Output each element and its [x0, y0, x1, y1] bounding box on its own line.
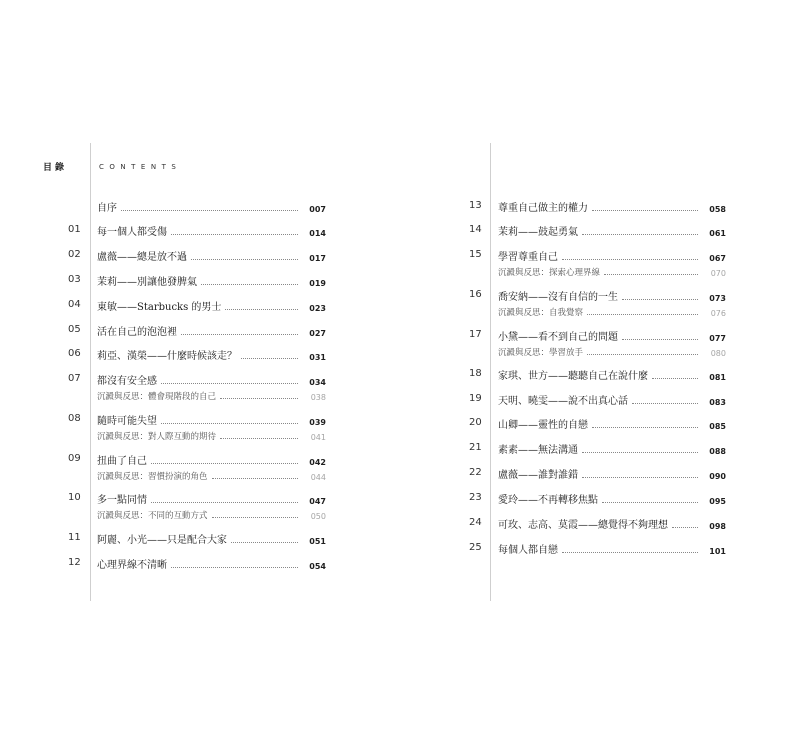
- entry-title: 盧薇——誰對誰錯: [498, 470, 578, 481]
- leader-dots: [652, 378, 698, 379]
- toc-entry[interactable]: [498, 391, 726, 407]
- toc-entry[interactable]: [97, 247, 326, 263]
- leader-dots: [220, 438, 298, 439]
- leader-dots: [171, 567, 298, 568]
- page-number: 017: [309, 254, 326, 263]
- page-number: 085: [709, 422, 726, 431]
- page-number: 081: [709, 373, 726, 382]
- page-number: 027: [309, 329, 326, 338]
- leader-dots: [161, 383, 298, 384]
- toc-entry[interactable]: [97, 297, 326, 313]
- chapter-number: 11: [68, 532, 81, 543]
- page-number: 039: [309, 418, 326, 427]
- toc-sub-entry[interactable]: [97, 466, 326, 482]
- sub-entry-title: 沉澱與反思：不同的互動方式: [97, 511, 208, 521]
- entry-title: 山卿——靈性的自戀: [498, 420, 588, 431]
- page-number: 058: [709, 205, 726, 214]
- entry-title: 每個人都自戀: [498, 545, 558, 556]
- leader-dots: [212, 478, 298, 479]
- leader-dots: [622, 299, 698, 300]
- chapter-number: 13: [469, 200, 482, 211]
- leader-dots: [225, 309, 298, 310]
- chapter-number: 17: [469, 329, 482, 340]
- chapter-number: 05: [68, 324, 81, 335]
- page-number: 031: [309, 353, 326, 362]
- leader-dots: [587, 354, 698, 355]
- leader-dots: [241, 358, 298, 359]
- toc-entry[interactable]: [498, 366, 726, 382]
- entry-title: 東敏——Starbucks 的男士: [97, 302, 222, 313]
- toc-entry[interactable]: [498, 287, 726, 303]
- entry-title: 家琪、世方——聽聽自己在說什麼: [498, 371, 648, 382]
- page-number: 088: [709, 447, 726, 456]
- entry-title: 自序: [97, 203, 117, 214]
- leader-dots: [604, 274, 698, 275]
- entry-title: 天明、曉雯——說不出真心話: [498, 396, 628, 407]
- chapter-number: 22: [469, 467, 482, 478]
- entry-title: 學習尊重自己: [498, 252, 558, 263]
- toc-entry[interactable]: [498, 540, 726, 556]
- toc-entry[interactable]: [97, 555, 326, 571]
- page-number: 067: [709, 254, 726, 263]
- entry-title: 素素——無法溝通: [498, 445, 578, 456]
- sub-entry-title: 沉澱與反思：體會現階段的自己: [97, 392, 217, 402]
- toc-entry[interactable]: [498, 247, 726, 263]
- leader-dots: [201, 284, 298, 285]
- chapter-number: 10: [68, 492, 81, 503]
- chapter-number: 12: [68, 557, 81, 568]
- leader-dots: [562, 552, 698, 553]
- chapter-number: 01: [68, 224, 81, 235]
- entry-title: 多一點同情: [97, 495, 147, 506]
- toc-entry[interactable]: [97, 222, 326, 238]
- page-number: 042: [309, 458, 326, 467]
- page-number: 073: [709, 294, 726, 303]
- chapter-number: 07: [68, 373, 81, 384]
- chapter-number: 21: [469, 442, 482, 453]
- page-number: 044: [310, 473, 326, 482]
- chapter-number: 25: [469, 542, 482, 553]
- toc-entry[interactable]: [97, 371, 326, 387]
- sub-entry-title: 沉澱與反思：學習放手: [498, 348, 584, 358]
- entry-title: 心理界線不清晰: [97, 560, 167, 571]
- leader-dots: [171, 234, 298, 235]
- page-number: 014: [309, 229, 326, 238]
- page-number: 034: [309, 378, 326, 387]
- page-number: 038: [310, 393, 326, 402]
- leader-dots: [121, 210, 298, 211]
- chapter-number: 16: [469, 289, 482, 300]
- toc-header: [43, 160, 181, 173]
- page-number: 098: [709, 522, 726, 531]
- page-number: 051: [309, 537, 326, 546]
- toc-sub-entry[interactable]: [498, 342, 726, 358]
- sub-entry-title: 沉澱與反思：習慣扮演的角色: [97, 472, 208, 482]
- toc-sub-entry[interactable]: [97, 505, 326, 521]
- sub-entry-title: 沉澱與反思：自我覺察: [498, 308, 584, 318]
- chapter-number: 06: [68, 348, 81, 359]
- page-number: 061: [709, 229, 726, 238]
- leader-dots: [587, 314, 698, 315]
- page-number: 007: [309, 205, 326, 214]
- toc-entry[interactable]: [97, 322, 326, 338]
- page-number: 090: [709, 472, 726, 481]
- chapter-number: 24: [469, 517, 482, 528]
- toc-entry[interactable]: [97, 346, 326, 362]
- leader-dots: [582, 234, 698, 235]
- entry-title: 阿麗、小光——只是配合大家: [97, 535, 227, 546]
- leader-dots: [602, 502, 698, 503]
- entry-title: 愛玲——不再轉移焦點: [498, 495, 598, 506]
- leader-dots: [161, 423, 298, 424]
- toc-entry[interactable]: [498, 465, 726, 481]
- page-number: 095: [709, 497, 726, 506]
- toc-sub-entry[interactable]: [498, 262, 726, 278]
- page-number: 019: [309, 279, 326, 288]
- entry-title: 活在自己的泡泡裡: [97, 327, 177, 338]
- leader-dots: [191, 259, 298, 260]
- chapter-number: 15: [469, 249, 482, 260]
- toc-entry[interactable]: [498, 222, 726, 238]
- chapter-number: 03: [68, 274, 81, 285]
- leader-dots: [562, 259, 698, 260]
- chapter-number: 18: [469, 368, 482, 379]
- toc-entry[interactable]: [498, 490, 726, 506]
- sub-entry-title: 沉澱與反思：探索心理界線: [498, 268, 601, 278]
- chapter-number: 20: [469, 417, 482, 428]
- chapter-number: 08: [68, 413, 81, 424]
- chapter-number: 19: [469, 393, 482, 404]
- leader-dots: [672, 527, 698, 528]
- leader-dots: [632, 403, 698, 404]
- leader-dots: [151, 463, 298, 464]
- page-number: 076: [710, 309, 726, 318]
- page-number: 023: [309, 304, 326, 313]
- chapter-number: 23: [469, 492, 482, 503]
- page-number: 054: [309, 562, 326, 571]
- chapter-number: 02: [68, 249, 81, 260]
- chapter-number: 09: [68, 453, 81, 464]
- chapter-number: 04: [68, 299, 81, 310]
- entry-title: 扭曲了自己: [97, 456, 147, 467]
- entry-title: 茉莉——鼓起勇氣: [498, 227, 578, 238]
- leader-dots: [151, 502, 298, 503]
- page-number: 080: [710, 349, 726, 358]
- leader-dots: [582, 477, 698, 478]
- entry-title: 小黛——看不到自己的問題: [498, 332, 618, 343]
- leader-dots: [212, 517, 298, 518]
- toc-entry[interactable]: [97, 530, 326, 546]
- toc-sub-entry[interactable]: [97, 386, 326, 402]
- leader-dots: [231, 542, 298, 543]
- entry-title: 隨時可能失望: [97, 416, 157, 427]
- entry-title: 莉亞、漢榮——什麼時候該走？: [97, 351, 237, 362]
- toc-sub-entry[interactable]: [498, 302, 726, 318]
- toc-entry[interactable]: [97, 490, 326, 506]
- toc-entry[interactable]: [97, 411, 326, 427]
- entry-title: 尊重自己做主的權力: [498, 203, 588, 214]
- page-number: 077: [709, 334, 726, 343]
- leader-dots: [622, 339, 698, 340]
- leader-dots: [592, 210, 698, 211]
- entry-title: 可玫、志高、莫霞——總覺得不夠理想: [498, 520, 668, 531]
- page-number: 041: [310, 433, 326, 442]
- entry-title: 喬安納——沒有自信的一生: [498, 292, 618, 303]
- page-number: 101: [709, 547, 726, 556]
- page-number: 050: [310, 512, 326, 521]
- leader-dots: [592, 427, 698, 428]
- page-number: 047: [309, 497, 326, 506]
- toc-entry[interactable]: [498, 515, 726, 531]
- chapter-number: 14: [469, 224, 482, 235]
- toc-title-zh: 目錄: [43, 163, 68, 173]
- toc-entry[interactable]: [97, 451, 326, 467]
- toc-entry[interactable]: [97, 272, 326, 288]
- sub-entry-title: 沉澱與反思：對人際互動的期待: [97, 432, 217, 442]
- toc-entry[interactable]: [498, 327, 726, 343]
- toc-title-en: CONTENTS: [99, 162, 182, 171]
- entry-title: 茉莉——別讓他發脾氣: [97, 277, 197, 288]
- entry-title: 每一個人都受傷: [97, 227, 167, 238]
- entry-title: 都沒有安全感: [97, 376, 157, 387]
- leader-dots: [181, 334, 298, 335]
- page-number: 083: [709, 398, 726, 407]
- toc-entry[interactable]: [498, 198, 726, 214]
- leader-dots: [220, 398, 298, 399]
- page-number: 070: [710, 269, 726, 278]
- leader-dots: [582, 452, 698, 453]
- toc-entry[interactable]: [498, 415, 726, 431]
- toc-entry[interactable]: [498, 440, 726, 456]
- toc-entry[interactable]: [97, 198, 326, 214]
- toc-sub-entry[interactable]: [97, 426, 326, 442]
- entry-title: 盧薇——總是放不過: [97, 252, 187, 263]
